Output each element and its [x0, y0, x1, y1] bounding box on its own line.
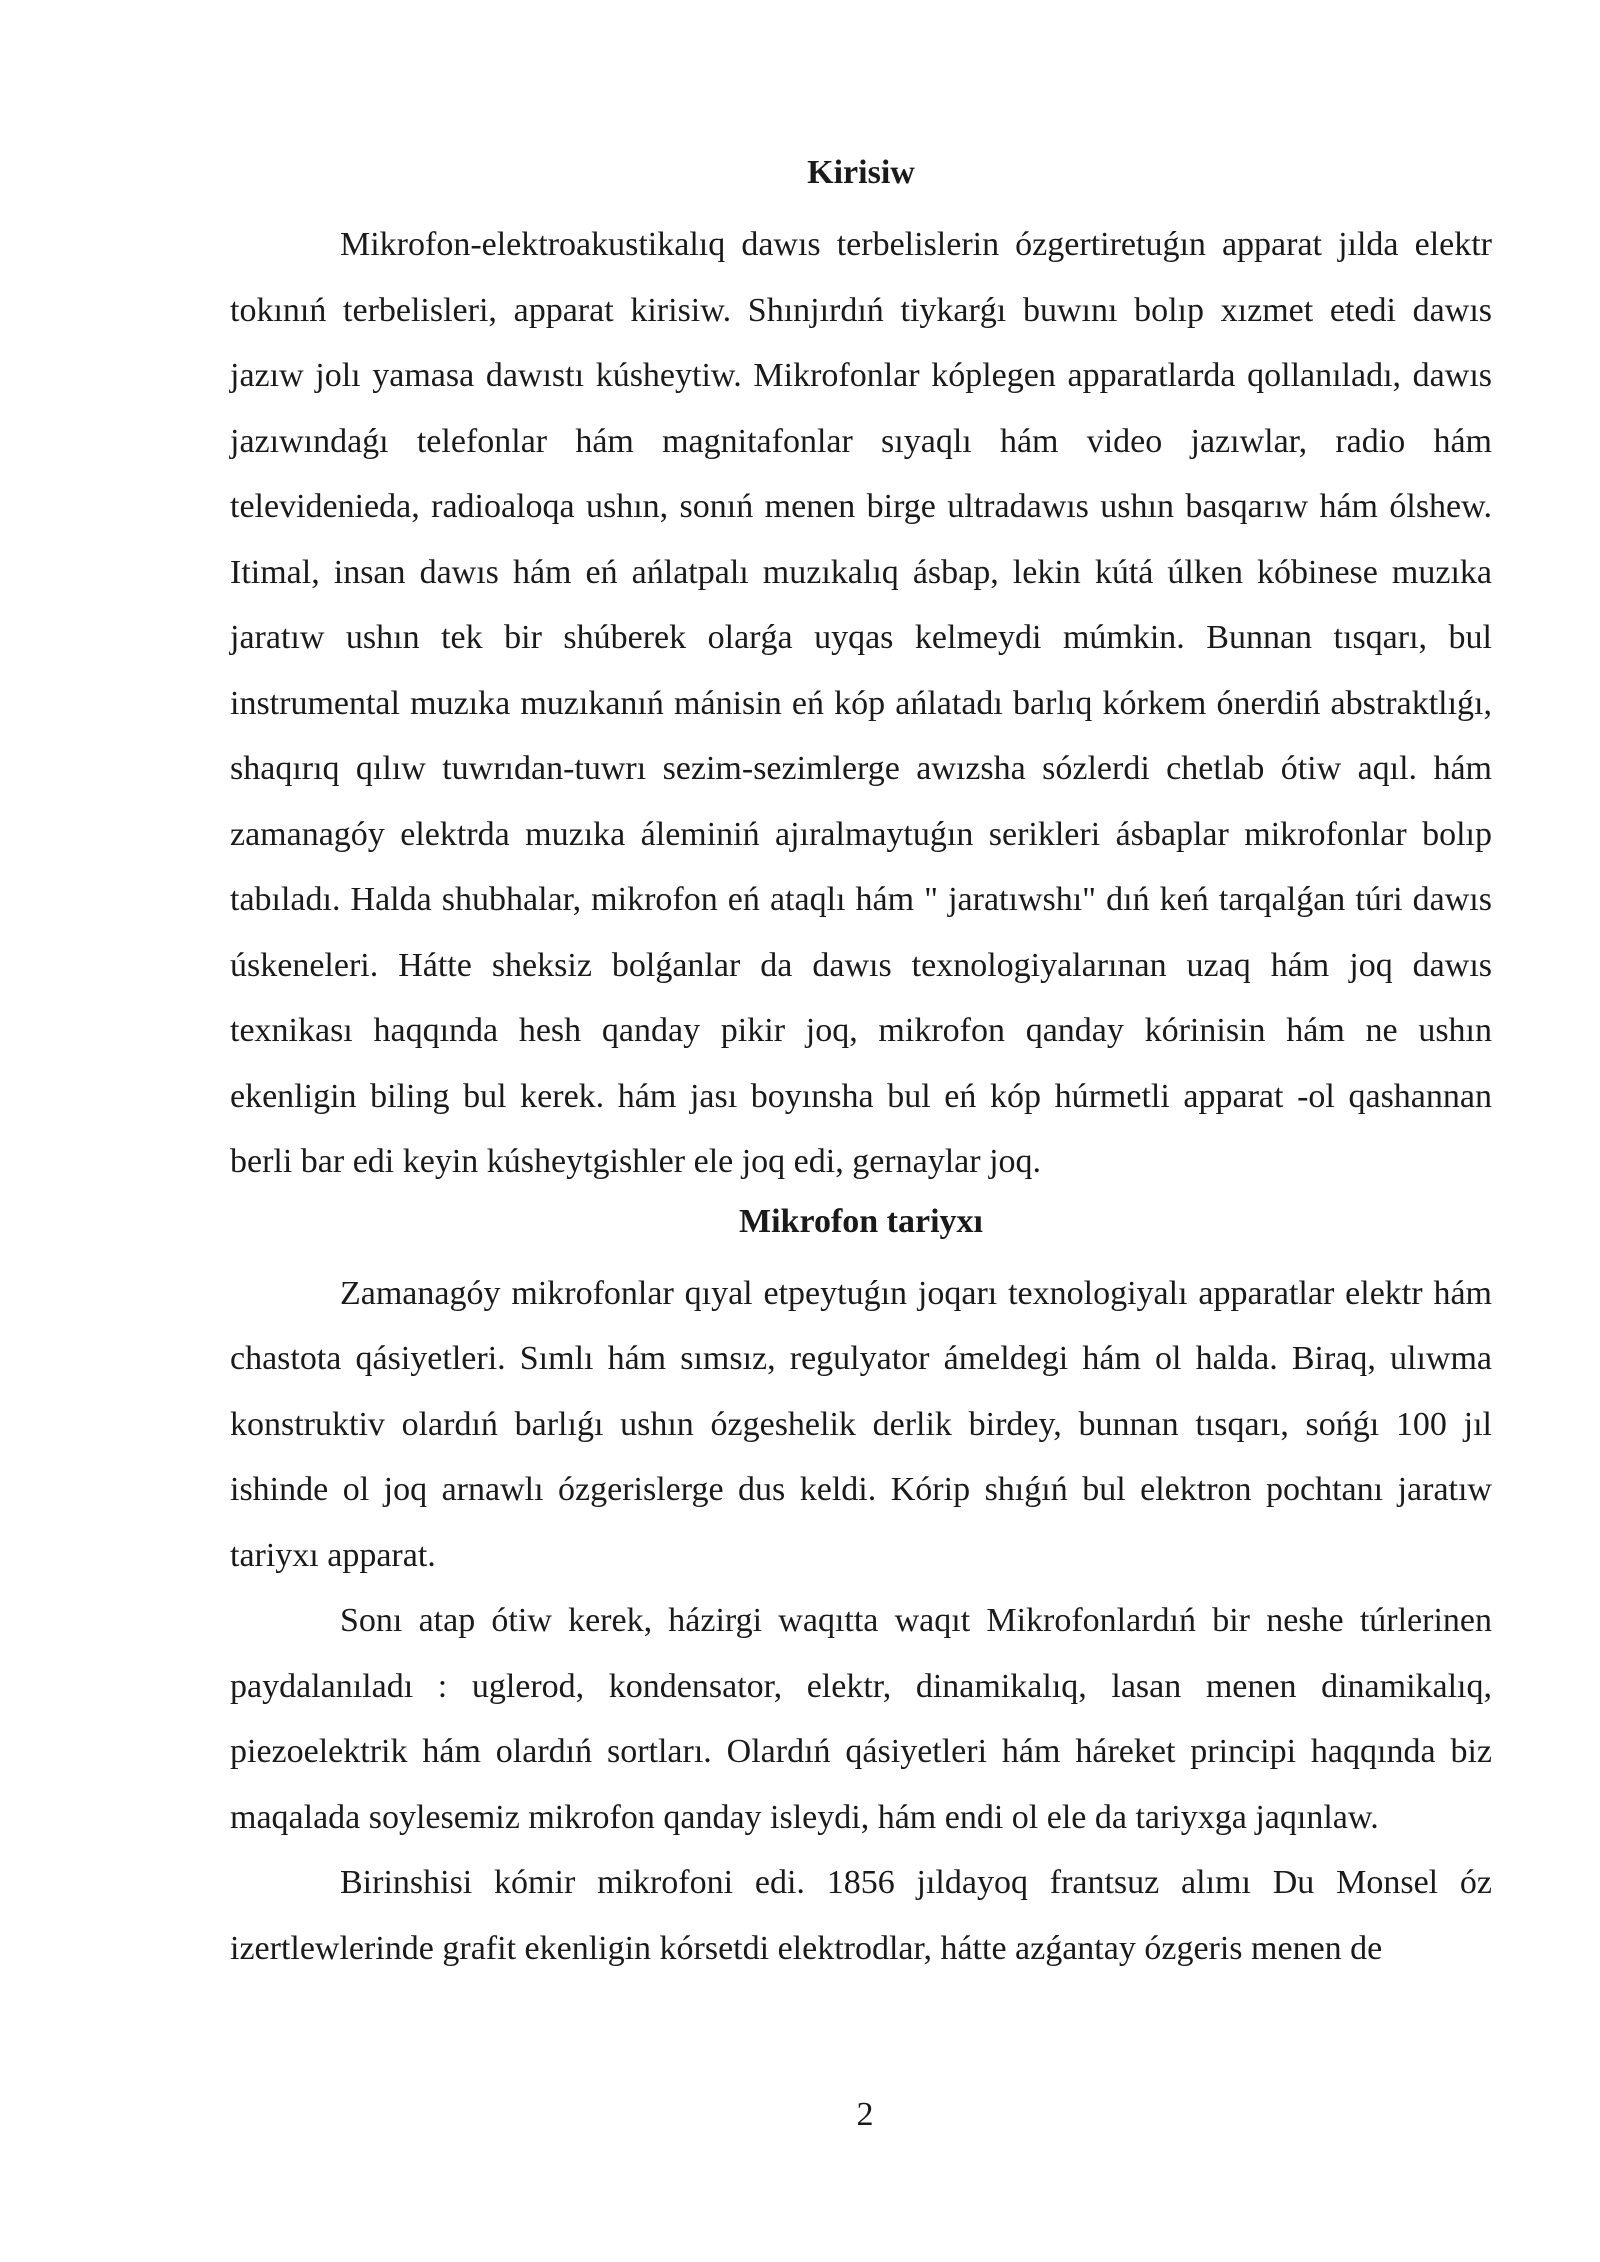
section-heading-mikrofon-tariyxi: Mikrofon tariyxı: [739, 1202, 983, 1240]
page-content: [230, 150, 1492, 1981]
body-paragraph: Zamanagóy mikrofonlar qıyal etpeytuǵın joqarı texnologiyalı apparatlar elektr hám chastota qásiyetleri. Sımlı hám sımsız, regulyator ámeldegi hám ol halda. Biraq, ulıwma konstruktiv olardıń barlıǵı ushın ózgeshelik derlik birdey, bunnan tısqarı, sońǵı 100 jıl ishinde ol joq arnawlı ózgerislerge dus keldi. Kórip shıǵıń bul elektron pochtanı jaratıw tariyxı apparat.: [230, 1274, 1492, 1574]
section-heading-kirisiw: Kirisiw: [807, 154, 915, 191]
body-paragraph: Birinshisi kómir mikrofoni edi. 1856 jıldayoq frantsuz alımı Du Monsel óz izertlewlerinde grafit ekenligin kórsetdi elektrodlar, hátte azǵantay ózgeris menen de: [230, 1864, 1492, 1967]
body-paragraph: Mikrofon-elektroakustikalıq dawıs terbelislerin ózgertiretuǵın apparat jılda elektr tokınıń terbelisleri, apparat kirisiw. Shınjırdıń tiykarǵı buwını bolıp xızmet etedi dawıs jazıw jolı yamasa dawıstı kúsheytiw. Mikrofonlar kóplegen apparatlarda qollanıladı, dawıs jazıwındaǵı telefonlar hám magnitafonlar sıyaqlı hám video jazıwlar, radio hám televidenieda, radioaloqa ushın, sonıń menen birge ultradawıs ushın basqarıw hám ólshew. Itimal, insan dawıs hám eń ańlatpalı muzıkalıq ásbap, lekin kútá úlken kóbinese muzıka jaratıw ushın tek bir shúberek olarǵa uyqas kelmeydi múmkin. Bunnan tısqarı, bul instrumental muzıka muzıkanıń mánisin eń kóp ańlatadı barlıq kórkem ónerdiń abstraktlıǵı, shaqırıq qılıw tuwrıdan-tuwrı sezim-sezimlerge awızsha sózlerdi chetlab ótiw aqıl. hám zamanagóy elektrda muzıka áleminiń ajıralmaytuǵın serikleri ásbaplar mikrofonlar bolıp tabıladı. Halda shubhalar, mikrofon eń ataqlı hám " jaratıwshı" dıń keń tarqalǵan túri dawıs úskeneleri. Hátte sheksiz bolǵanlar da dawıs texnologiyalarınan uzaq hám joq dawıs texnikası haqqında hesh qanday pikir joq, mikrofon qanday kórinisin hám ne ushın ekenligin biling bul kerek. hám jası boyınsha bul eń kóp húrmetli apparat -ol qashannan berli bar edi keyin kúsheytgishler ele joq edi, gernaylar joq.: [230, 226, 1492, 1180]
body-paragraph: Sonı atap ótiw kerek, házirgi waqıtta waqıt Mikrofonlardıń bir neshe túrlerinen paydalanıladı : uglerod, kondensator, elektr, dinamikalıq, lasan menen dinamikalıq, piezoelektrik hám olardıń sortları. Olardıń qásiyetleri hám háreket principi haqqında biz maqalada soylesemiz mikrofon qanday isleydi, hám endi ol ele da tariyxga jaqınlaw.: [230, 1602, 1492, 1836]
page-number: 2: [856, 2096, 874, 2133]
